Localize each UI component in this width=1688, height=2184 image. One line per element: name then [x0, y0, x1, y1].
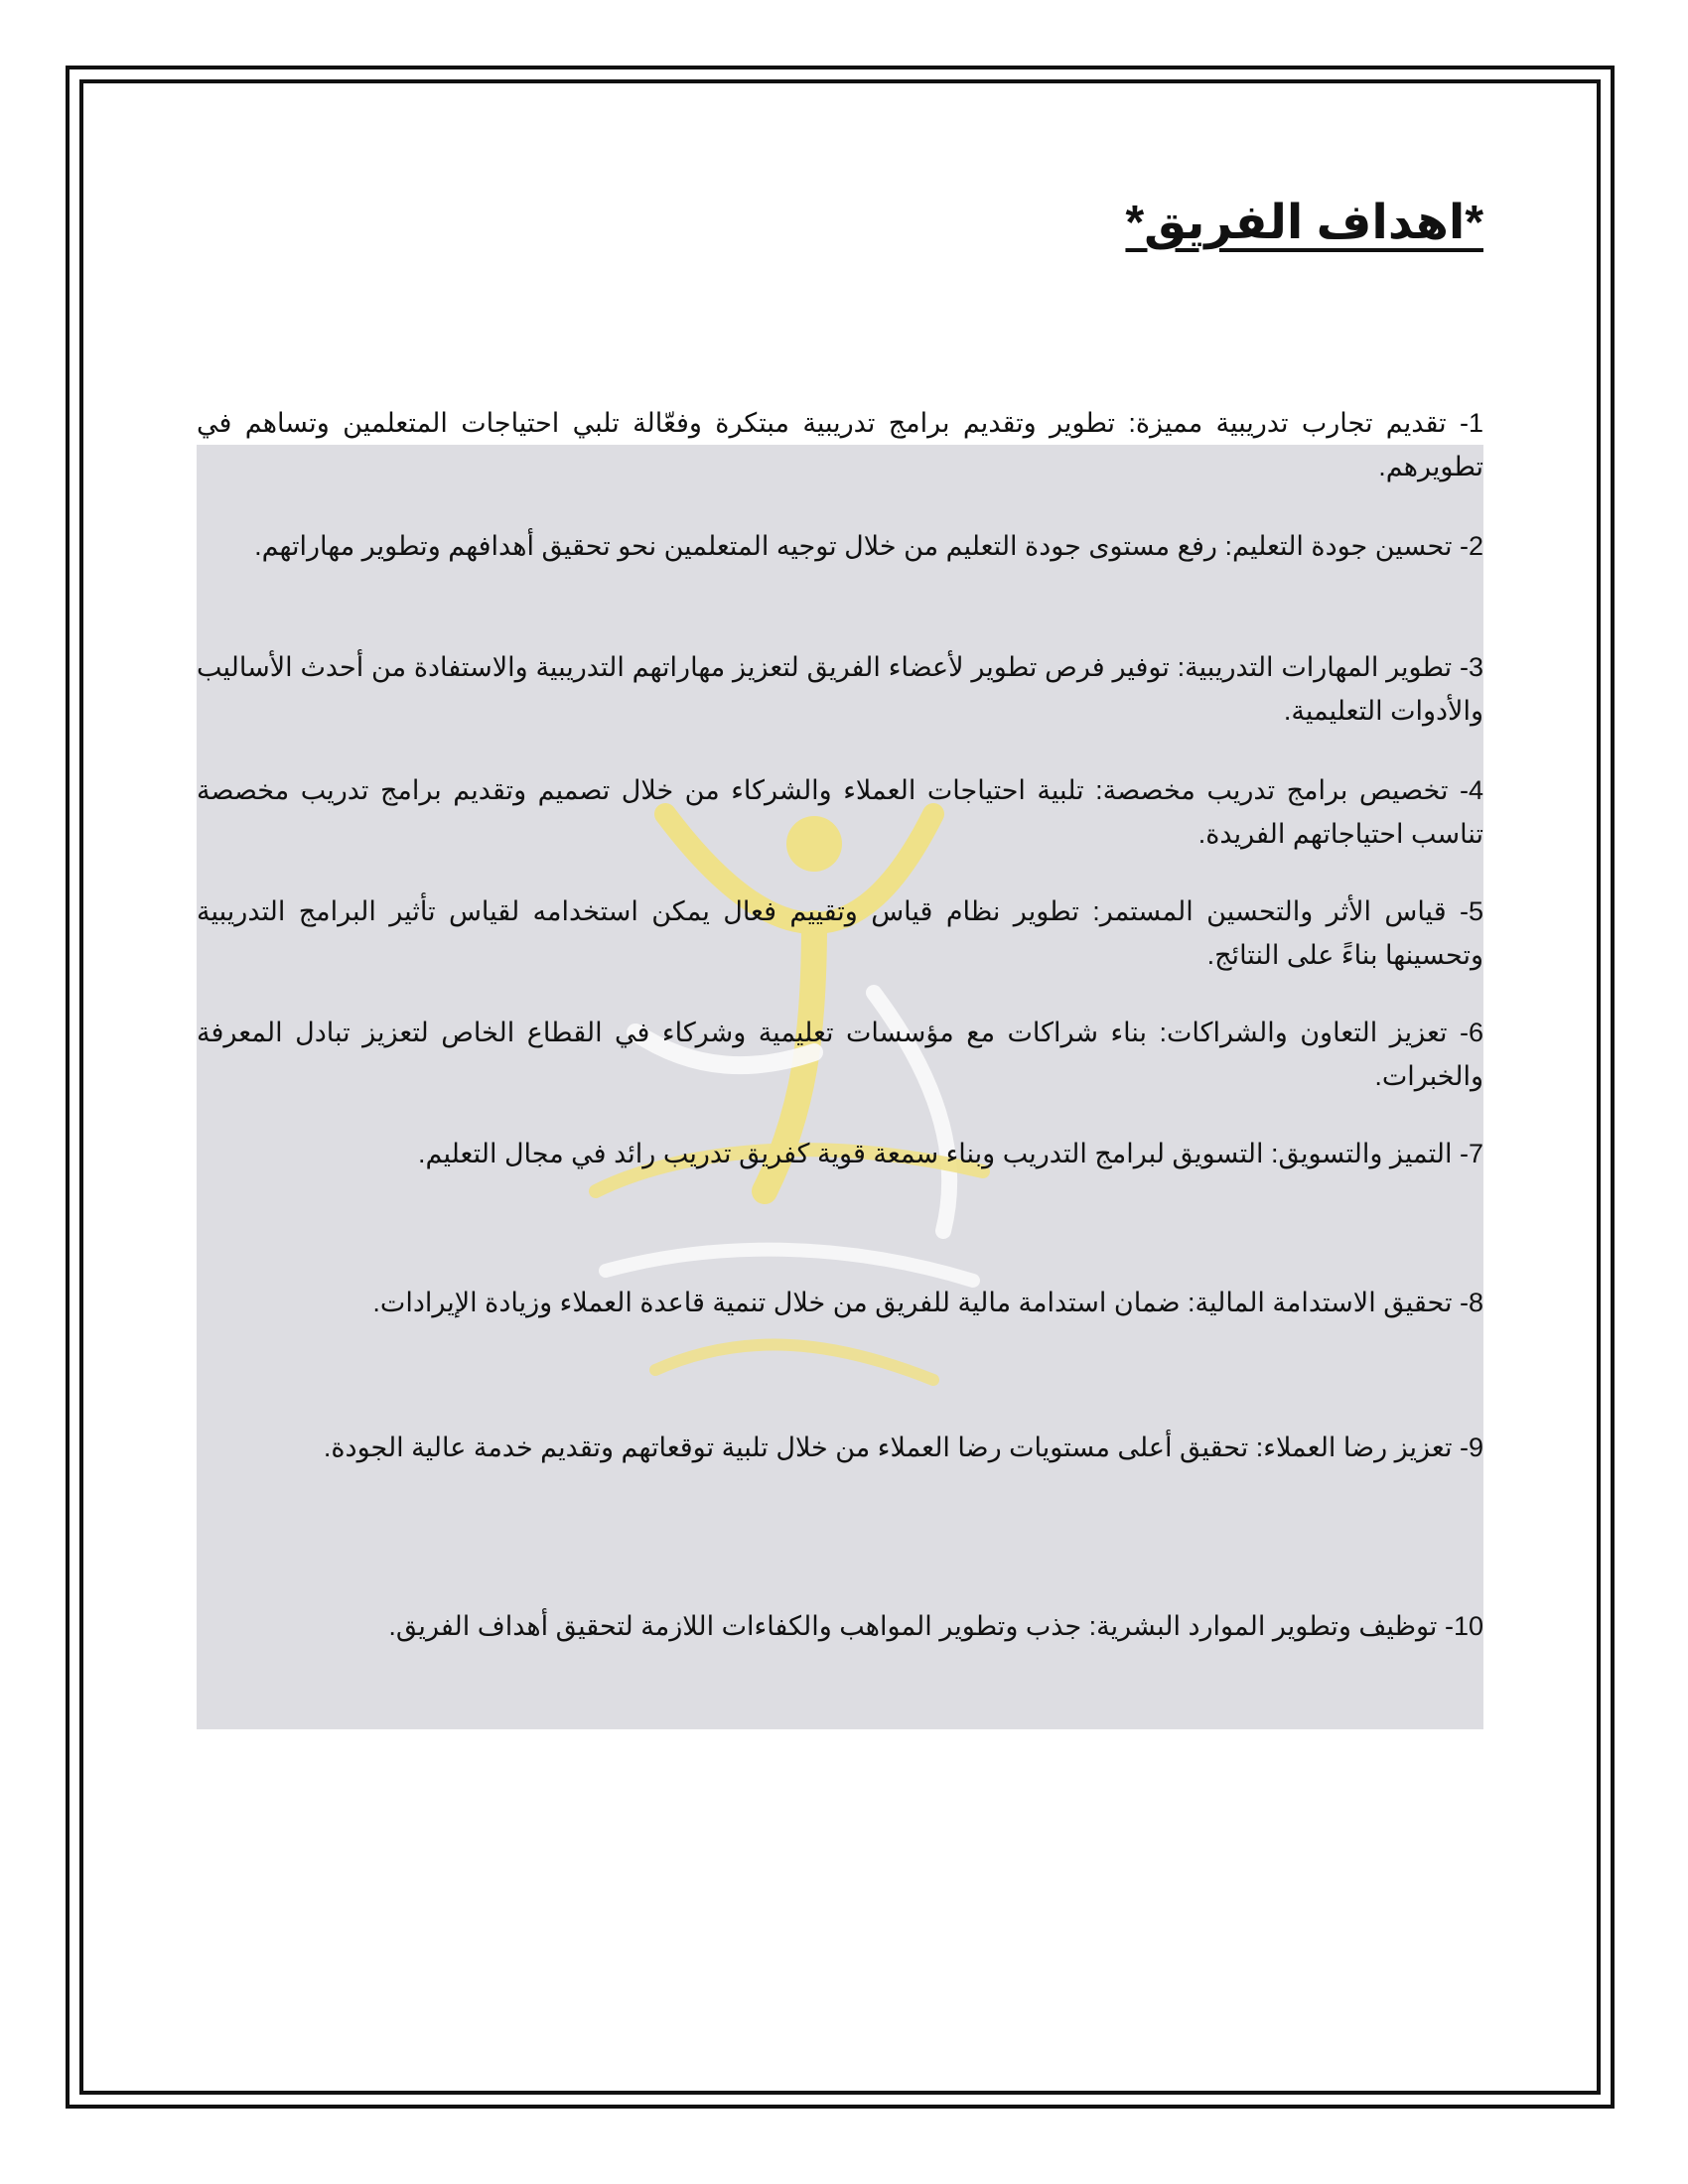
goal-item-9: 9- تعزيز رضا العملاء: تحقيق أعلى مستويات رضا العملاء من خلال تلبية توقعاتهم وتقديم خدمة عالية الجودة. — [323, 1433, 1483, 1462]
goal-item-1: 1- تقديم تجارب تدريبية مميزة: تطوير وتقديم برامج تدريبية مبتكرة وفعّالة تلبي احتياجات المتعلمين وتساهم في تطويرهم. — [197, 408, 1483, 481]
goal-item-5: 5- قياس الأثر والتحسين المستمر: تطوير نظام قياس وتقييم فعال يمكن استخدامه لقياس تأثير البرامج التدريبية وتحسينها بناءً على النتائج. — [197, 896, 1483, 970]
goal-item-7: 7- التميز والتسويق: التسويق لبرامج التدريب وبناء سمعة قوية كفريق تدريب رائد في مجال التعليم. — [417, 1139, 1483, 1168]
goal-item-8: 8- تحقيق الاستدامة المالية: ضمان استدامة مالية للفريق من خلال تنمية قاعدة العملاء وزيادة الإيرادات. — [372, 1288, 1483, 1317]
goal-item-10: 10- توظيف وتطوير الموارد البشرية: جذب وتطوير المواهب والكفاءات اللازمة لتحقيق أهداف الفريق. — [388, 1611, 1483, 1641]
page-title: *اهداف الفريق* — [1125, 197, 1483, 249]
goal-item-6: 6- تعزيز التعاون والشراكات: بناء شراكات مع مؤسسات تعليمية وشركاء في القطاع الخاص لتعزيز تبادل المعرفة والخبرات. — [197, 1018, 1483, 1091]
goal-item-4: 4- تخصيص برامج تدريب مخصصة: تلبية احتياجات العملاء والشركاء من خلال تصميم وتقديم برامج تدريب مخصصة تناسب احتياجاتهم الفريدة. — [197, 775, 1483, 849]
goal-item-3: 3- تطوير المهارات التدريبية: توفير فرص تطوير لأعضاء الفريق لتعزيز مهاراتهم التدريبية والاستفادة من أحدث الأساليب والأدوات التعليمية. — [197, 652, 1483, 726]
goal-item-2: 2- تحسين جودة التعليم: رفع مستوى جودة التعليم من خلال توجيه المتعلمين نحو تحقيق أهدافهم وتطوير مهاراتهم. — [254, 531, 1483, 561]
